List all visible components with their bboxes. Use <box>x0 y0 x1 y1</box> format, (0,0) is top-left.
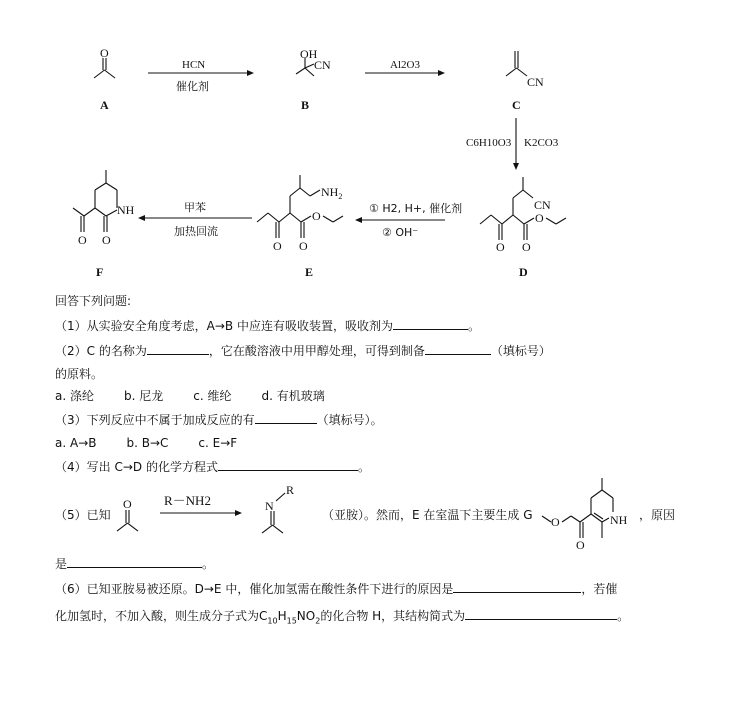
compound-c-structure <box>506 51 527 76</box>
q6-answer-blank-2[interactable] <box>465 608 617 620</box>
atom-o-d2: O <box>522 240 531 254</box>
reagent-de-bottom: ② OH⁻ <box>382 226 419 239</box>
atom-cn-d: CN <box>534 198 551 212</box>
q1-text: （1）从实验安全角度考虑，A→B 中应连有吸收装置，吸收剂为 <box>55 319 393 333</box>
question-5-a: （5）已知 <box>55 508 111 522</box>
q2-answer-blank-2[interactable] <box>425 343 491 355</box>
q6-text-a: （6）已知亚胺易被还原。D→E 中，催化加氢需在酸性条件下进行的原因是 <box>55 582 454 596</box>
q5-answer-blank[interactable] <box>67 556 202 568</box>
compound-g-structure <box>542 478 613 538</box>
q5-reagent: R－NH2 <box>164 493 211 508</box>
reagent-cd-left: C6H10O3 <box>466 137 512 149</box>
atom-cn-b: CN <box>314 58 331 72</box>
q6-end: 。 <box>617 609 630 623</box>
atom-o-d3: O <box>535 211 544 225</box>
q3-option-b[interactable]: b. B→C <box>126 436 169 450</box>
compound-d-structure <box>480 177 566 240</box>
q6-text-d: 的化合物 H，其结构简式为 <box>320 609 466 623</box>
reagent-ab-bottom: 催化剂 <box>176 80 209 93</box>
question-5-d <box>55 556 214 571</box>
q3-options <box>55 436 267 450</box>
q3-option-c[interactable]: c. E→F <box>198 436 238 450</box>
label-a: A <box>100 98 109 112</box>
q6-atom-no: NO <box>296 609 316 623</box>
label-c: C <box>512 98 521 112</box>
question-1 <box>55 318 480 333</box>
label-f: F <box>96 265 104 279</box>
question-5-b: （亚胺）。然而，E 在室温下主要生成 G <box>322 508 533 522</box>
q2-option-d[interactable]: d. 有机玻璃 <box>261 389 325 403</box>
question-2 <box>55 343 551 358</box>
label-b: B <box>301 98 310 112</box>
q6-sub-o: 2 <box>315 616 321 626</box>
compound-a-structure <box>94 58 115 78</box>
q4-answer-blank[interactable] <box>218 459 358 471</box>
questions-intro: 回答下列问题: <box>55 294 132 308</box>
q2-text-a: （2）C 的名称为 <box>55 344 147 358</box>
atom-nh2-e: $NH_2$ <box>321 185 343 201</box>
question-5-c: ，原因 <box>639 508 676 522</box>
atom-nh-g: NH <box>610 513 628 527</box>
q4-end: 。 <box>357 460 370 474</box>
label-d: D <box>519 265 528 279</box>
question-4 <box>55 459 370 474</box>
question-3 <box>55 412 383 427</box>
q3-end: （填标号）。 <box>316 413 383 427</box>
atom-o-e1: O <box>273 239 282 253</box>
reagent-ef-top: 甲苯 <box>184 201 206 214</box>
reagent-de-top: ① H2, H+, 催化剂 <box>369 202 463 215</box>
q2-option-c[interactable]: c. 维纶 <box>193 389 232 403</box>
q2-text-d: 的原料。 <box>55 367 104 381</box>
compound-f-structure <box>73 170 117 232</box>
q3-answer-blank[interactable] <box>255 412 317 424</box>
reagent-ef-bottom: 加热回流 <box>174 225 218 238</box>
question-6-line1 <box>55 581 617 596</box>
atom-r-imine: R <box>286 483 295 497</box>
atom-nh-f: NH <box>117 203 135 217</box>
atom-o-e2: O <box>299 239 308 253</box>
q6-answer-blank-1[interactable] <box>453 581 581 593</box>
q2-options <box>55 389 355 403</box>
q3-text: （3）下列反应中不属于加成反应的有 <box>55 413 255 427</box>
q6-atom-h: H <box>277 609 287 623</box>
q4-text: （4）写出 C→D 的化学方程式 <box>55 460 218 474</box>
q6-sub-h: 15 <box>286 616 297 626</box>
q2-text-c: （填标号） <box>490 344 551 358</box>
atom-o-a: O <box>100 46 109 60</box>
q6-text-c: 化加氢时，不加入酸，则生成分子式为C <box>55 609 268 623</box>
q5-acetone-structure <box>117 510 138 531</box>
atom-o-e3: O <box>312 209 321 223</box>
atom-o-g2: O <box>576 538 585 552</box>
atom-n-imine: N <box>265 499 274 513</box>
atom-oh-b: OH <box>300 47 318 61</box>
q1-answer-blank[interactable] <box>393 318 468 330</box>
atom-o-f1: O <box>78 233 87 247</box>
reagent-ab-top: HCN <box>182 59 206 71</box>
atom-o-g1: O <box>551 515 560 529</box>
question-6-line2 <box>55 608 629 628</box>
atom-o-q5: O <box>123 497 132 511</box>
q2-option-a[interactable]: a. 涤纶 <box>55 389 94 403</box>
q6-sub-c: 10 <box>267 616 278 626</box>
q2-answer-blank-1[interactable] <box>147 343 209 355</box>
label-e: E <box>305 265 314 279</box>
reagent-cd-right: K2CO3 <box>524 137 559 149</box>
atom-o-d1: O <box>496 240 505 254</box>
atom-cn-c: CN <box>527 75 544 89</box>
q6-text-b: ，若催 <box>581 582 618 596</box>
q5-text-d: 是 <box>55 557 68 571</box>
q3-option-a[interactable]: a. A→B <box>55 436 97 450</box>
q1-end: 。 <box>467 319 480 333</box>
q2-text-b: ，它在酸溶液中用甲醇处理，可得到制备 <box>208 344 425 358</box>
atom-o-f2: O <box>102 233 111 247</box>
reagent-bc-top: Al2O3 <box>390 59 420 71</box>
q2-option-b[interactable]: b. 尼龙 <box>123 389 164 403</box>
q5-end: 。 <box>202 557 215 571</box>
